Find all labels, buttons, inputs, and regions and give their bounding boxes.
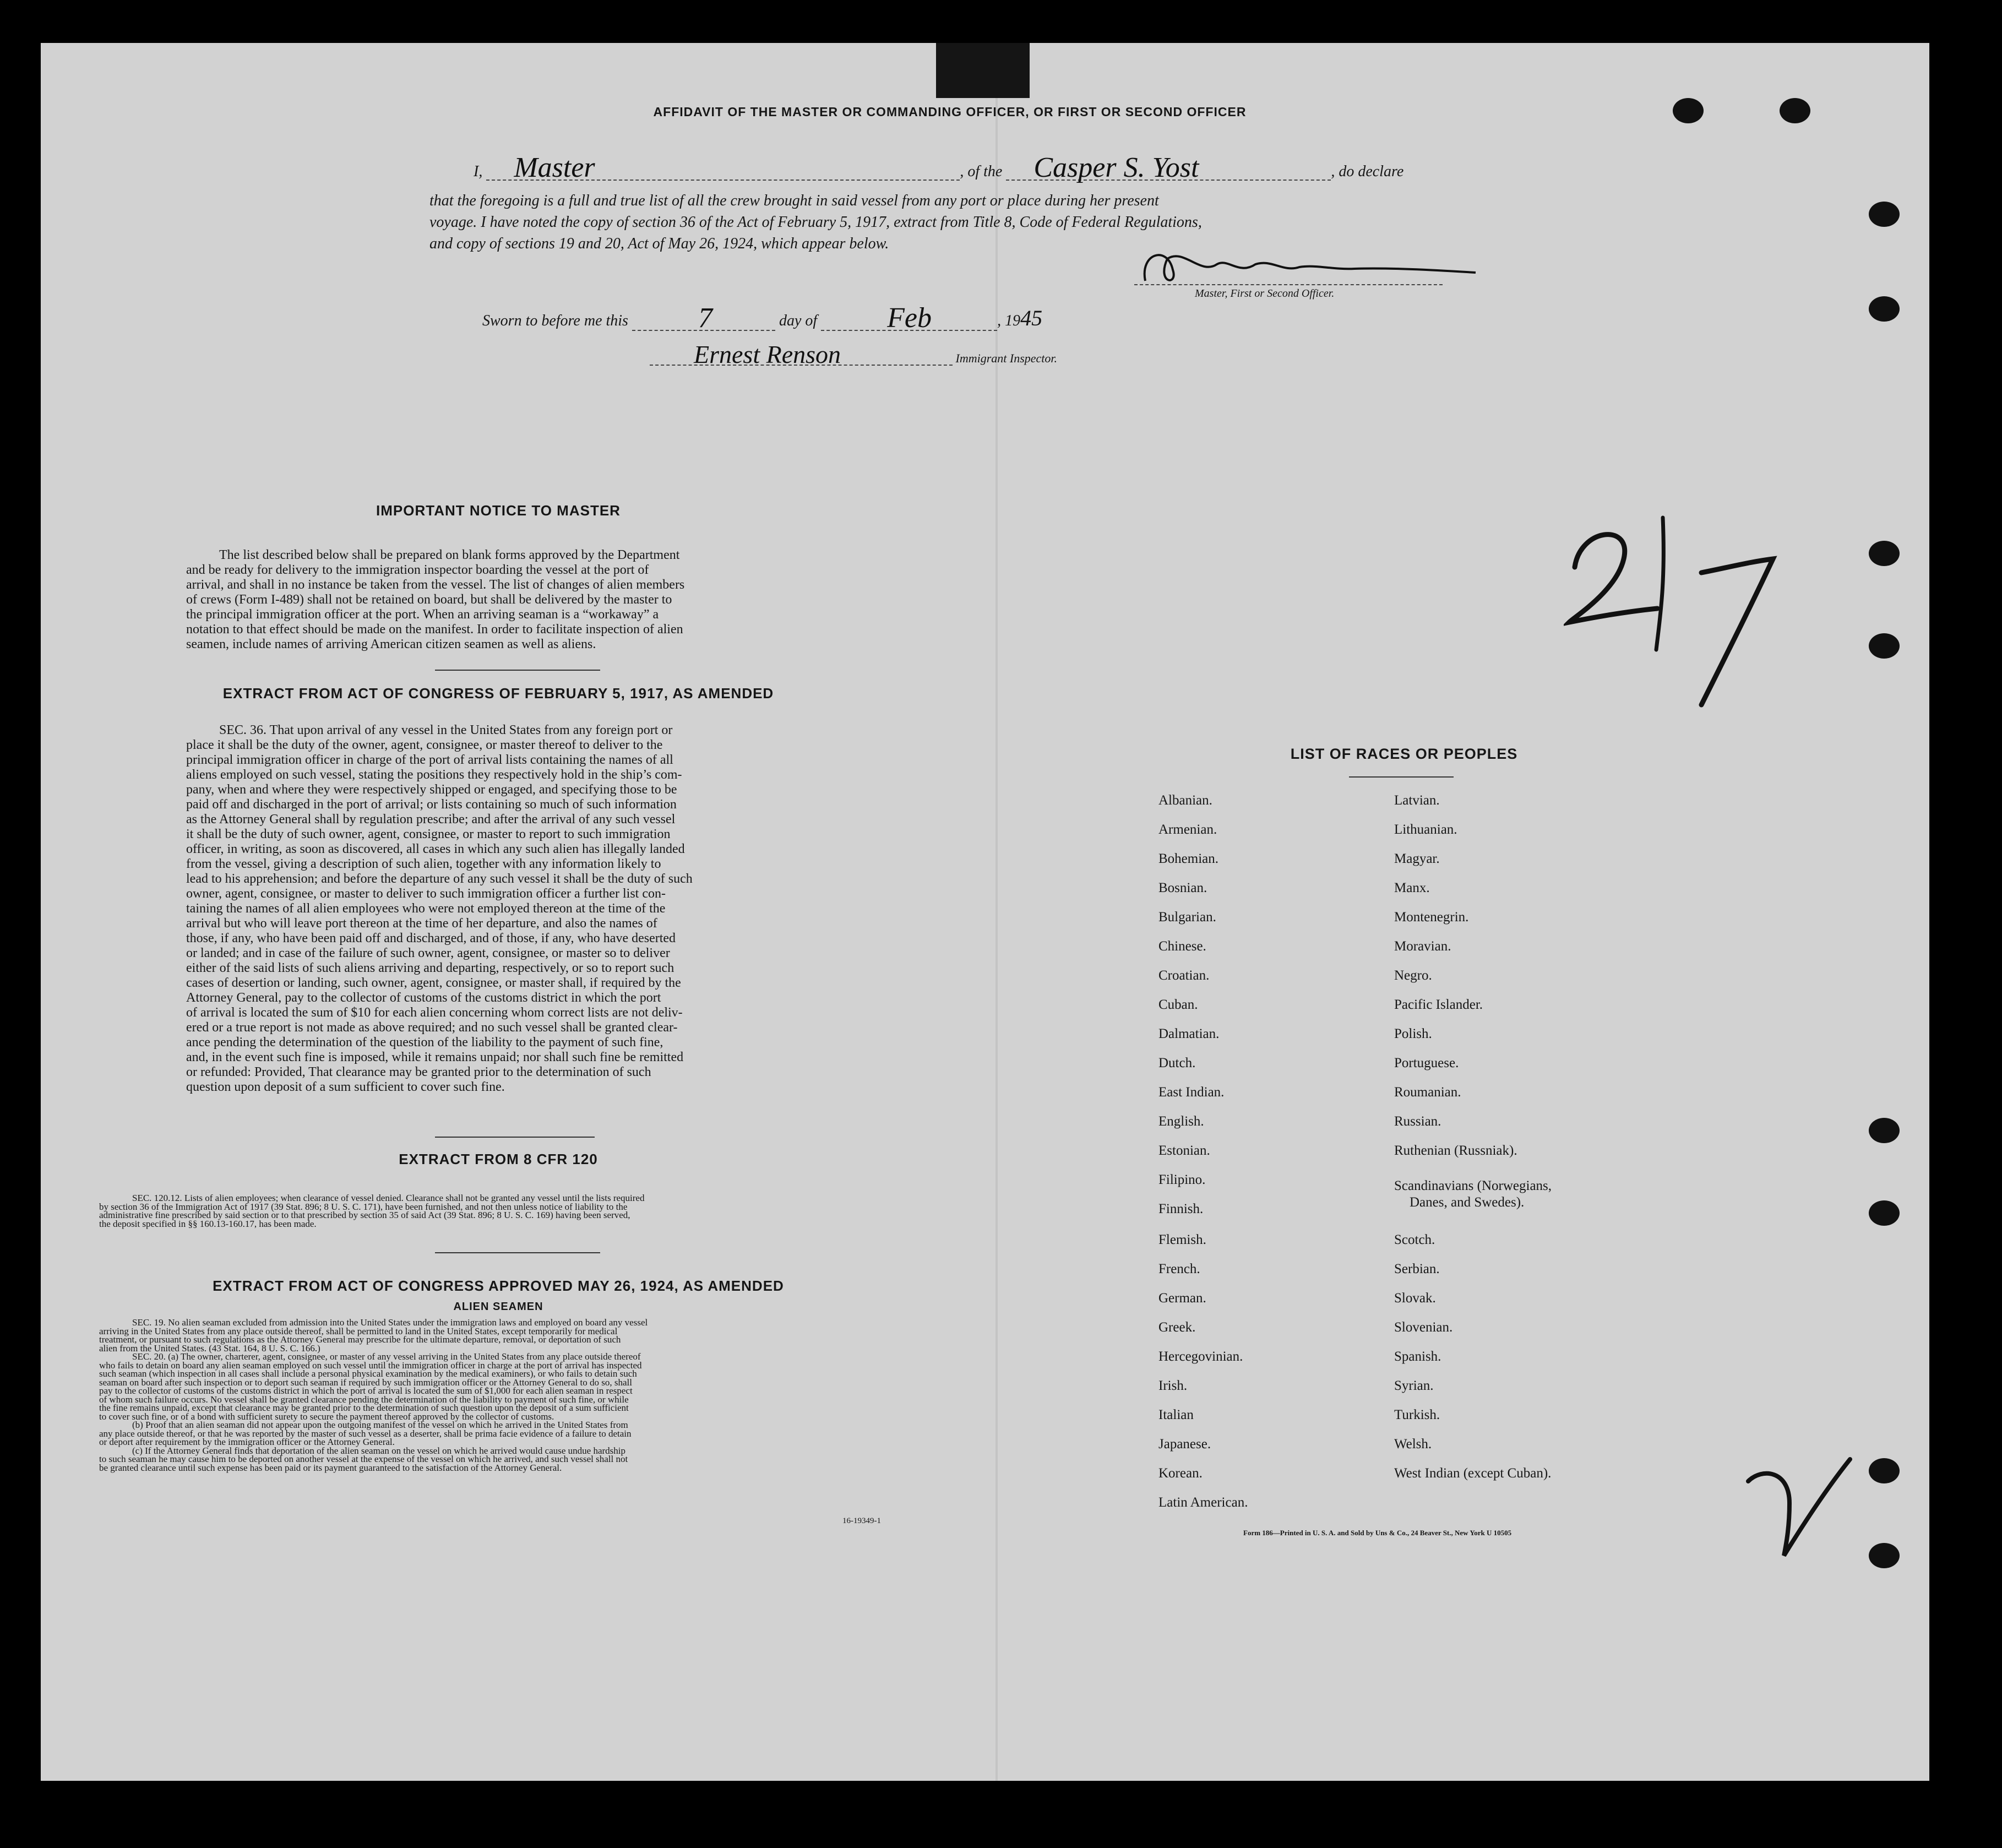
extract-1917-title: EXTRACT FROM ACT OF CONGRESS OF FEBRUARY 5, 1917, AS AMENDED: [222, 685, 774, 702]
inspector-label: Immigrant Inspector.: [955, 351, 1058, 365]
race-item: Japanese.: [1158, 1437, 1211, 1452]
race-item: Slovenian.: [1394, 1320, 1453, 1335]
notice-line: notation to that effect should be made on the manifest. In order to facilitate inspection of alien: [186, 622, 683, 637]
affidavit-text-line: voyage. I have noted the copy of section 36 of the Act of February 5, 1917, extract from Title 8, Code of Federal Regulations,: [429, 214, 1202, 231]
race-item: Chinese.: [1158, 939, 1206, 954]
extract-1924-line: SEC. 20. (a) The owner, charterer, agent, consignee, or master of any vessel arriving in the United States from any place outside thereof: [132, 1351, 641, 1362]
sworn-label: Sworn to before me this: [482, 312, 628, 329]
race-item: Dalmatian.: [1158, 1026, 1220, 1041]
race-item: Scotch.: [1394, 1232, 1435, 1247]
center-fold: [995, 43, 998, 1781]
race-item: Ruthenian (Russniak).: [1394, 1143, 1517, 1158]
race-item: Cuban.: [1158, 997, 1198, 1012]
check-mark: [1745, 1454, 1856, 1564]
punch-hole: [1869, 1458, 1900, 1483]
extract-1924-subtitle: ALIEN SEAMEN: [453, 1301, 543, 1313]
extract-1924-line: any place outside thereof, or that he was reported by the master of such vessel as a deserter, shall be prima facie evidence of a failure to detain: [99, 1428, 632, 1439]
extract-1917-line: arrival but who will leave port thereon at the time of her departure, and also the names of: [186, 916, 657, 931]
race-item: Filipino.: [1158, 1172, 1206, 1187]
cfr-line: administrative fine prescribed by said section or to that prescribed by section 35 of said Act (39 Stat. 896; 8 U. S. C. 169) having been served,: [99, 1210, 630, 1220]
cfr-line: the deposit specified in §§ 160.13-160.17, has been made.: [99, 1218, 317, 1229]
race-item: Korean.: [1158, 1466, 1203, 1481]
race-item: Finnish.: [1158, 1202, 1204, 1216]
extract-1917-line: question upon deposit of a sum sufficient to cover such fine.: [186, 1080, 505, 1094]
day-field: [632, 302, 775, 334]
form-number: 16-19349-1: [842, 1517, 881, 1525]
extract-1924-line: seaman on board after such inspection or to deport such seaman if required by such immigration officer or the Attorney General to do so, shall: [99, 1377, 632, 1388]
binding-tab: [936, 43, 1030, 98]
vessel-handwriting: Casper S. Yost: [1033, 152, 1199, 183]
extract-1917-line: and, in the event such fine is imposed, while it remains unpaid; nor shall such fine be remitted: [186, 1050, 684, 1064]
race-item: Spanish.: [1394, 1349, 1441, 1364]
extract-1917-line: as the Attorney General shall by regulation prescribe; and after the arrival of any such vessel: [186, 812, 676, 827]
race-item: Montenegrin.: [1394, 910, 1469, 925]
affidavit-text-line: and copy of sections 19 and 20, Act of May 26, 1924, which appear below.: [429, 235, 889, 252]
extract-1917-body: [186, 723, 814, 1095]
year-handwriting: 45: [1020, 306, 1043, 330]
extract-1917-line: SEC. 36. That upon arrival of any vessel in the United States from any foreign port or: [219, 723, 673, 737]
sworn-line: [482, 302, 1043, 334]
form-footer: Form 186—Printed in U. S. A. and Sold by Uns & Co., 24 Beaver St., New York U 10505: [1243, 1529, 1512, 1537]
do-declare-label: , do declare: [1331, 163, 1404, 180]
extract-1924-line: to cover such fine, or of a bond with sufficient surety to secure the payment thereof approved by the collector of customs.: [99, 1411, 554, 1422]
extract-1917-line: those, if any, who have been paid off and discharged, and of those, if any, who have deserted: [186, 931, 676, 945]
extract-1924-line: such seaman (which inspection in all cases shall include a personal physical examination by the medical examiners), or who fails to detain such: [99, 1368, 637, 1379]
extract-1924-line: or deport after requirement by the immigration officer or the Attorney General.: [99, 1437, 395, 1447]
race-item: Armenian.: [1158, 822, 1217, 837]
declarant-handwriting: Master: [514, 152, 595, 183]
notice-line: arrival, and shall in no instance be taken from the vessel. The list of changes of alien members: [186, 578, 685, 592]
divider: [435, 1137, 595, 1138]
punch-hole: [1869, 202, 1900, 227]
race-item: French.: [1158, 1262, 1200, 1276]
inspector-handwriting: Ernest Renson: [694, 340, 841, 368]
race-item: Latin American.: [1158, 1495, 1248, 1510]
extract-1924-line: of whom such failure occurs. No vessel shall be granted clearance pending the determination of the liability to payment of such fine, or while: [99, 1394, 629, 1405]
extract-1924-line: alien from the United States. (43 Stat. 164, 8 U. S. C. 166.): [99, 1342, 320, 1354]
cfr-body: [99, 1194, 903, 1228]
cfr-title: EXTRACT FROM 8 CFR 120: [399, 1151, 598, 1167]
extract-1917-line: cases of desertion or landing, such owner, agent, consignee, or master shall, if required by the: [186, 976, 681, 990]
notice-line: The list described below shall be prepared on blank forms approved by the Department: [219, 548, 680, 562]
race-item: Manx.: [1394, 880, 1430, 895]
race-item: East Indian.: [1158, 1085, 1225, 1100]
notice-line: of crews (Form I-489) shall not be retained on board, but shall be delivered by the master to: [186, 593, 672, 607]
i-label: I,: [474, 163, 483, 180]
vessel-field: [1006, 152, 1331, 183]
inspector-field: [650, 340, 953, 368]
year-prefix: , 19: [997, 312, 1021, 329]
punch-hole: [1869, 1118, 1900, 1143]
extract-1917-line: owner, agent, consignee, or master to deliver to such immigration officer a further list con-: [186, 887, 666, 901]
affidavit-text-line: that the foregoing is a full and true list of all the crew brought in said vessel from any port or place during her present: [429, 192, 1159, 209]
extract-1924-line: treatment, or pursuant to such regulations as the Attorney General may prescribe for the ultimate departure, removal, or deportation of such: [99, 1334, 621, 1345]
affidavit-title: AFFIDAVIT OF THE MASTER OR COMMANDING OFFICER, OR FIRST OR SECOND OFFICER: [653, 105, 1247, 119]
signature-line: [1134, 284, 1443, 286]
race-item: Dutch.: [1158, 1056, 1196, 1070]
extract-1917-line: taining the names of all alien employees who were not employed thereon at the time of the: [186, 901, 666, 916]
race-item: Irish.: [1158, 1378, 1188, 1393]
extract-1917-line: place it shall be the duty of the owner, agent, consignee, or master thereof to deliver to the: [186, 738, 663, 752]
notice-body: [186, 548, 814, 652]
race-item: Danes, and Swedes).: [1410, 1195, 1525, 1210]
race-item: Lithuanian.: [1394, 822, 1457, 837]
extract-1924-line: (c) If the Attorney General finds that deportation of the alien seaman on the vessel on which he arrived would cause undue hardship: [132, 1445, 625, 1456]
affidavit-text: [429, 190, 1202, 254]
race-item: Negro.: [1394, 968, 1432, 983]
race-item: Hercegovinian.: [1158, 1349, 1243, 1364]
extract-1917-line: Attorney General, pay to the collector of customs of the customs district in which the port: [186, 991, 661, 1005]
punch-hole: [1673, 98, 1704, 123]
race-item: Pacific Islander.: [1394, 997, 1483, 1012]
extract-1924-line: be granted clearance until such expense has been paid or its payment guaranteed to the satisfaction of the Attorney General.: [99, 1462, 562, 1473]
race-item: Welsh.: [1394, 1437, 1432, 1452]
extract-1924-line: arriving in the United States from any place outside thereof, shall be permitted to land in the United States, except temporarily for medical: [99, 1325, 618, 1336]
punch-hole: [1869, 541, 1900, 566]
divider: [435, 670, 600, 671]
extract-1917-line: paid off and discharged in the port of arrival; or lists containing so much of such information: [186, 797, 677, 812]
declarant-field: [486, 152, 960, 183]
race-item: Portuguese.: [1394, 1056, 1459, 1070]
affidavit-declaration-line: [474, 152, 1404, 183]
extract-1917-line: aliens employed on such vessel, stating the positions they respectively hold in the ship’s com-: [186, 768, 682, 782]
day-handwriting: 7: [698, 302, 712, 334]
extract-1924-line: who fails to detain on board any alien seaman employed on such vessel until the immigration officer in charge at the port of arrival has inspected: [99, 1360, 642, 1371]
notice-line: seamen, include names of arriving American citizen seamen as well as aliens.: [186, 637, 596, 651]
race-item: Albanian.: [1158, 793, 1212, 808]
punch-hole: [1869, 633, 1900, 659]
race-item: Roumanian.: [1394, 1085, 1461, 1100]
cfr-line: SEC. 120.12. Lists of alien employees; when clearance of vessel denied. Clearance shall not be granted any vessel until the lists required: [132, 1193, 645, 1203]
extract-1917-line: or landed; and in case of the failure of such owner, agent, consignee, or master so to deliver: [186, 946, 670, 960]
extract-1917-line: ance pending the determination of the question of the liability to the payment of such fine,: [186, 1035, 663, 1050]
punch-hole: [1869, 1543, 1900, 1568]
race-item: Magyar.: [1394, 851, 1440, 866]
day-of-label: day of: [779, 312, 818, 329]
extract-1924-title: EXTRACT FROM ACT OF CONGRESS APPROVED MAY 26, 1924, AS AMENDED: [213, 1278, 784, 1294]
punch-hole: [1869, 296, 1900, 322]
signature-caption: Master, First or Second Officer.: [1195, 287, 1335, 300]
race-item: Syrian.: [1394, 1378, 1434, 1393]
race-item: Estonian.: [1158, 1143, 1210, 1158]
race-item: Italian: [1158, 1407, 1194, 1422]
punch-hole: [1869, 1200, 1900, 1226]
extract-1917-line: principal immigration officer in charge of the port of arrival lists containing the names of all: [186, 753, 673, 767]
of-the-label: , of the: [960, 163, 1003, 180]
extract-1924-line: pay to the collector of customs of the customs district in which the port of arrival is located the sum of $1,000 for each alien seaman in respect: [99, 1385, 633, 1396]
divider: [435, 1252, 600, 1253]
extract-1924-line: (b) Proof that an alien seaman did not appear upon the outgoing manifest of the vessel on which he arrived in the United States from: [132, 1420, 628, 1430]
race-item: German.: [1158, 1291, 1206, 1306]
punch-hole: [1780, 98, 1810, 123]
race-item: West Indian (except Cuban).: [1394, 1466, 1552, 1481]
race-item: Slovak.: [1394, 1291, 1436, 1306]
handwritten-page-number: [1564, 507, 1795, 716]
extract-1924-line: to such seaman he may cause him to be deported on another vessel at the expense of the vessel on which he arrived, and such vessel shall not: [99, 1454, 628, 1464]
extract-1917-line: of arrival is located the sum of $10 for each alien concerning whom correct lists are not deliv-: [186, 1005, 683, 1020]
extract-1917-line: it shall be the duty of such owner, agent, consignee, or master to report to such immigration: [186, 827, 671, 841]
race-item: Croatian.: [1158, 968, 1210, 983]
extract-1924-body: [99, 1318, 903, 1472]
race-item: Flemish.: [1158, 1232, 1206, 1247]
extract-1917-line: lead to his apprehension; and before the departure of any such vessel it shall be the duty of such: [186, 872, 693, 886]
extract-1917-line: ered or a true report is not made as above required; and no such vessel shall be granted clear-: [186, 1020, 678, 1035]
cfr-line: by section 36 of the Immigration Act of 1917 (39 Stat. 896; 8 U. S. C. 171), have been furnished, and not then unless notice of liability to the: [99, 1201, 628, 1212]
extract-1917-line: pany, when and where they were respectively shipped or engaged, and specifying those to be: [186, 782, 677, 797]
race-item: Bosnian.: [1158, 880, 1207, 895]
notice-title: IMPORTANT NOTICE TO MASTER: [376, 502, 621, 519]
race-item: Bulgarian.: [1158, 910, 1216, 925]
race-item: Polish.: [1394, 1026, 1432, 1041]
inspector-line: [650, 340, 1058, 368]
race-item: Bohemian.: [1158, 851, 1219, 866]
month-handwriting: Feb: [887, 302, 932, 334]
notice-line: the principal immigration officer at the port. When an arriving seaman is a “workaway” a: [186, 607, 659, 622]
extract-1917-line: either of the said lists of such aliens arriving and departing, respectively, or so to report such: [186, 961, 674, 975]
race-item: Scandinavians (Norwegians,: [1394, 1178, 1552, 1193]
extract-1917-line: or refunded: Provided, That clearance may be granted prior to the determination of such: [186, 1065, 651, 1079]
extract-1924-line: the fine remains unpaid, except that clearance may be granted prior to the determination of such question upon the deposit of a sum sufficient: [99, 1403, 629, 1413]
extract-1917-line: officer, in writing, as soon as discovered, all cases in which any such alien has illegally landed: [186, 842, 685, 856]
race-item: Russian.: [1394, 1114, 1441, 1129]
divider: [1349, 776, 1454, 778]
race-item: Latvian.: [1394, 793, 1440, 808]
races-title: LIST OF RACES OR PEOPLES: [1290, 746, 1518, 762]
race-item: Turkish.: [1394, 1407, 1440, 1422]
race-item: English.: [1158, 1114, 1204, 1129]
notice-line: and be ready for delivery to the immigration inspector boarding the vessel at the port of: [186, 563, 649, 577]
extract-1917-line: from the vessel, giving a description of such alien, together with any information likely to: [186, 857, 661, 871]
extract-1924-line: SEC. 19. No alien seaman excluded from admission into the United States under the immigration laws and employed on board any vessel: [132, 1317, 648, 1328]
race-item: Serbian.: [1394, 1262, 1440, 1276]
month-field: [821, 302, 997, 334]
race-item: Greek.: [1158, 1320, 1196, 1335]
race-item: Moravian.: [1394, 939, 1451, 954]
